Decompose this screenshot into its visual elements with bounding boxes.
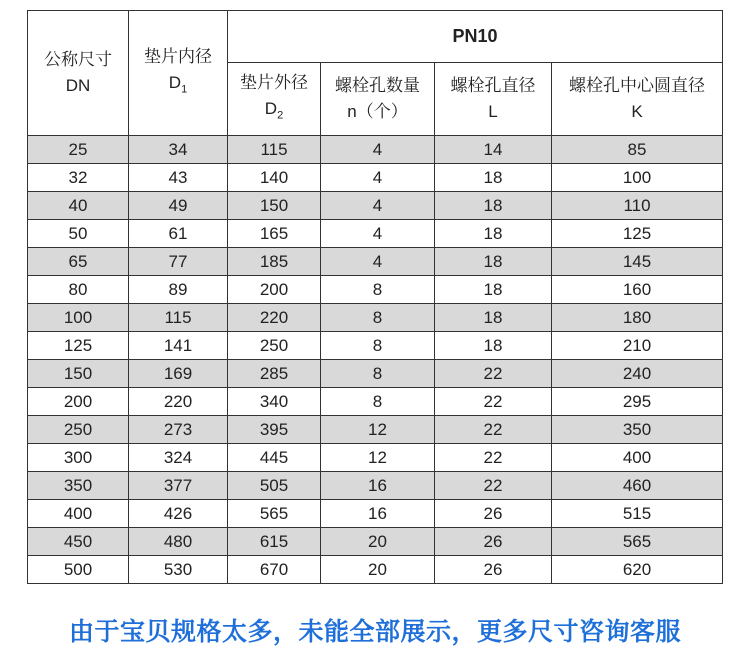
table-row — [28, 164, 723, 192]
table-row — [28, 556, 723, 584]
k-cell: 515 — [552, 500, 723, 528]
l-cell: 26 — [435, 500, 552, 528]
table-row — [28, 304, 723, 332]
d2-cell: 200 — [228, 276, 321, 304]
n-cell: 12 — [321, 416, 435, 444]
table-row — [28, 360, 723, 388]
n-cell: 4 — [321, 136, 435, 164]
l-cell: 18 — [435, 164, 552, 192]
l-cell: 26 — [435, 528, 552, 556]
k-cell: 400 — [552, 444, 723, 472]
header-pressure-class: PN10 — [228, 11, 723, 63]
n-cell: 20 — [321, 556, 435, 584]
d2-cell: 505 — [228, 472, 321, 500]
n-cell: 16 — [321, 500, 435, 528]
dn-cell: 450 — [28, 528, 129, 556]
table-row — [28, 192, 723, 220]
k-cell: 565 — [552, 528, 723, 556]
table-row — [28, 276, 723, 304]
d2-cell: 445 — [228, 444, 321, 472]
d1-cell: 43 — [129, 164, 228, 192]
d1-cell: 273 — [129, 416, 228, 444]
d1-cell: 480 — [129, 528, 228, 556]
dn-cell: 200 — [28, 388, 129, 416]
dn-cell: 150 — [28, 360, 129, 388]
l-cell: 18 — [435, 220, 552, 248]
k-cell: 100 — [552, 164, 723, 192]
table-row — [28, 528, 723, 556]
header-gasket-outer-diameter: 垫片外径 $D_2$ — [228, 63, 321, 136]
dn-cell: 125 — [28, 332, 129, 360]
d1-cell: 77 — [129, 248, 228, 276]
table-body — [28, 136, 723, 584]
l-cell: 22 — [435, 360, 552, 388]
notice-text: 由于宝贝规格太多，未能全部展示，更多尺寸咨询客服 — [68, 618, 681, 646]
dn-cell: 65 — [28, 248, 129, 276]
d2-cell: 395 — [228, 416, 321, 444]
n-cell: 8 — [321, 304, 435, 332]
n-cell: 4 — [321, 164, 435, 192]
d2-cell: 165 — [228, 220, 321, 248]
k-cell: 160 — [552, 276, 723, 304]
d1-cell: 49 — [129, 192, 228, 220]
l-cell: 18 — [435, 332, 552, 360]
table-row — [28, 416, 723, 444]
d1-cell: 169 — [129, 360, 228, 388]
d1-cell: 141 — [129, 332, 228, 360]
n-cell: 8 — [321, 276, 435, 304]
l-cell: 22 — [435, 416, 552, 444]
k-cell: 180 — [552, 304, 723, 332]
d2-cell: 250 — [228, 332, 321, 360]
flange-gasket-spec-table — [27, 10, 723, 584]
l-cell: 18 — [435, 192, 552, 220]
n-cell: 16 — [321, 472, 435, 500]
n-cell: 8 — [321, 388, 435, 416]
d1-cell: 377 — [129, 472, 228, 500]
header-bolt-circle-diameter: 螺栓孔中心圆直径 K — [552, 63, 723, 136]
k-cell: 85 — [552, 136, 723, 164]
d1-cell: 324 — [129, 444, 228, 472]
header-gasket-inner-diameter: 垫片内径 $D_1$ — [129, 11, 228, 136]
dn-cell: 400 — [28, 500, 129, 528]
dn-cell: 50 — [28, 220, 129, 248]
l-cell: 26 — [435, 556, 552, 584]
k-cell: 145 — [552, 248, 723, 276]
d1-cell: 220 — [129, 388, 228, 416]
l-cell: 18 — [435, 248, 552, 276]
l-cell: 22 — [435, 444, 552, 472]
k-cell: 125 — [552, 220, 723, 248]
k-cell: 620 — [552, 556, 723, 584]
n-cell: 12 — [321, 444, 435, 472]
n-cell: 4 — [321, 248, 435, 276]
header-bolt-hole-count: 螺栓孔数量 n（个） — [321, 63, 435, 136]
d2-cell: 670 — [228, 556, 321, 584]
l-cell: 18 — [435, 276, 552, 304]
header-bolt-hole-diameter: 螺栓孔直径 L — [435, 63, 552, 136]
d1-cell: 34 — [129, 136, 228, 164]
l-cell: 22 — [435, 472, 552, 500]
d1-cell: 61 — [129, 220, 228, 248]
l-cell: 22 — [435, 388, 552, 416]
d2-cell: 340 — [228, 388, 321, 416]
n-cell: 8 — [321, 332, 435, 360]
dn-cell: 500 — [28, 556, 129, 584]
d1-cell: 115 — [129, 304, 228, 332]
d2-cell: 565 — [228, 500, 321, 528]
d2-cell: 150 — [228, 192, 321, 220]
d2-cell: 185 — [228, 248, 321, 276]
table-row — [28, 444, 723, 472]
table-row — [28, 248, 723, 276]
l-cell: 18 — [435, 304, 552, 332]
k-cell: 350 — [552, 416, 723, 444]
k-cell: 240 — [552, 360, 723, 388]
d1-cell: 89 — [129, 276, 228, 304]
dn-cell: 100 — [28, 304, 129, 332]
k-cell: 210 — [552, 332, 723, 360]
n-cell: 8 — [321, 360, 435, 388]
d2-cell: 140 — [228, 164, 321, 192]
table-row — [28, 388, 723, 416]
l-cell: 14 — [435, 136, 552, 164]
d1-cell: 426 — [129, 500, 228, 528]
dn-cell: 40 — [28, 192, 129, 220]
dn-cell: 80 — [28, 276, 129, 304]
d2-cell: 615 — [228, 528, 321, 556]
dn-cell: 250 — [28, 416, 129, 444]
header-nominal-size: 公称尺寸 DN — [28, 11, 129, 136]
d2-cell: 285 — [228, 360, 321, 388]
table-row — [28, 472, 723, 500]
dn-cell: 350 — [28, 472, 129, 500]
k-cell: 460 — [552, 472, 723, 500]
n-cell: 4 — [321, 192, 435, 220]
d2-cell: 115 — [228, 136, 321, 164]
d2-cell: 220 — [228, 304, 321, 332]
k-cell: 110 — [552, 192, 723, 220]
dn-cell: 32 — [28, 164, 129, 192]
n-cell: 20 — [321, 528, 435, 556]
dn-cell: 300 — [28, 444, 129, 472]
table-row — [28, 332, 723, 360]
n-cell: 4 — [321, 220, 435, 248]
table-row — [28, 220, 723, 248]
table-row — [28, 500, 723, 528]
dn-cell: 25 — [28, 136, 129, 164]
table-row — [28, 136, 723, 164]
d1-cell: 530 — [129, 556, 228, 584]
k-cell: 295 — [552, 388, 723, 416]
